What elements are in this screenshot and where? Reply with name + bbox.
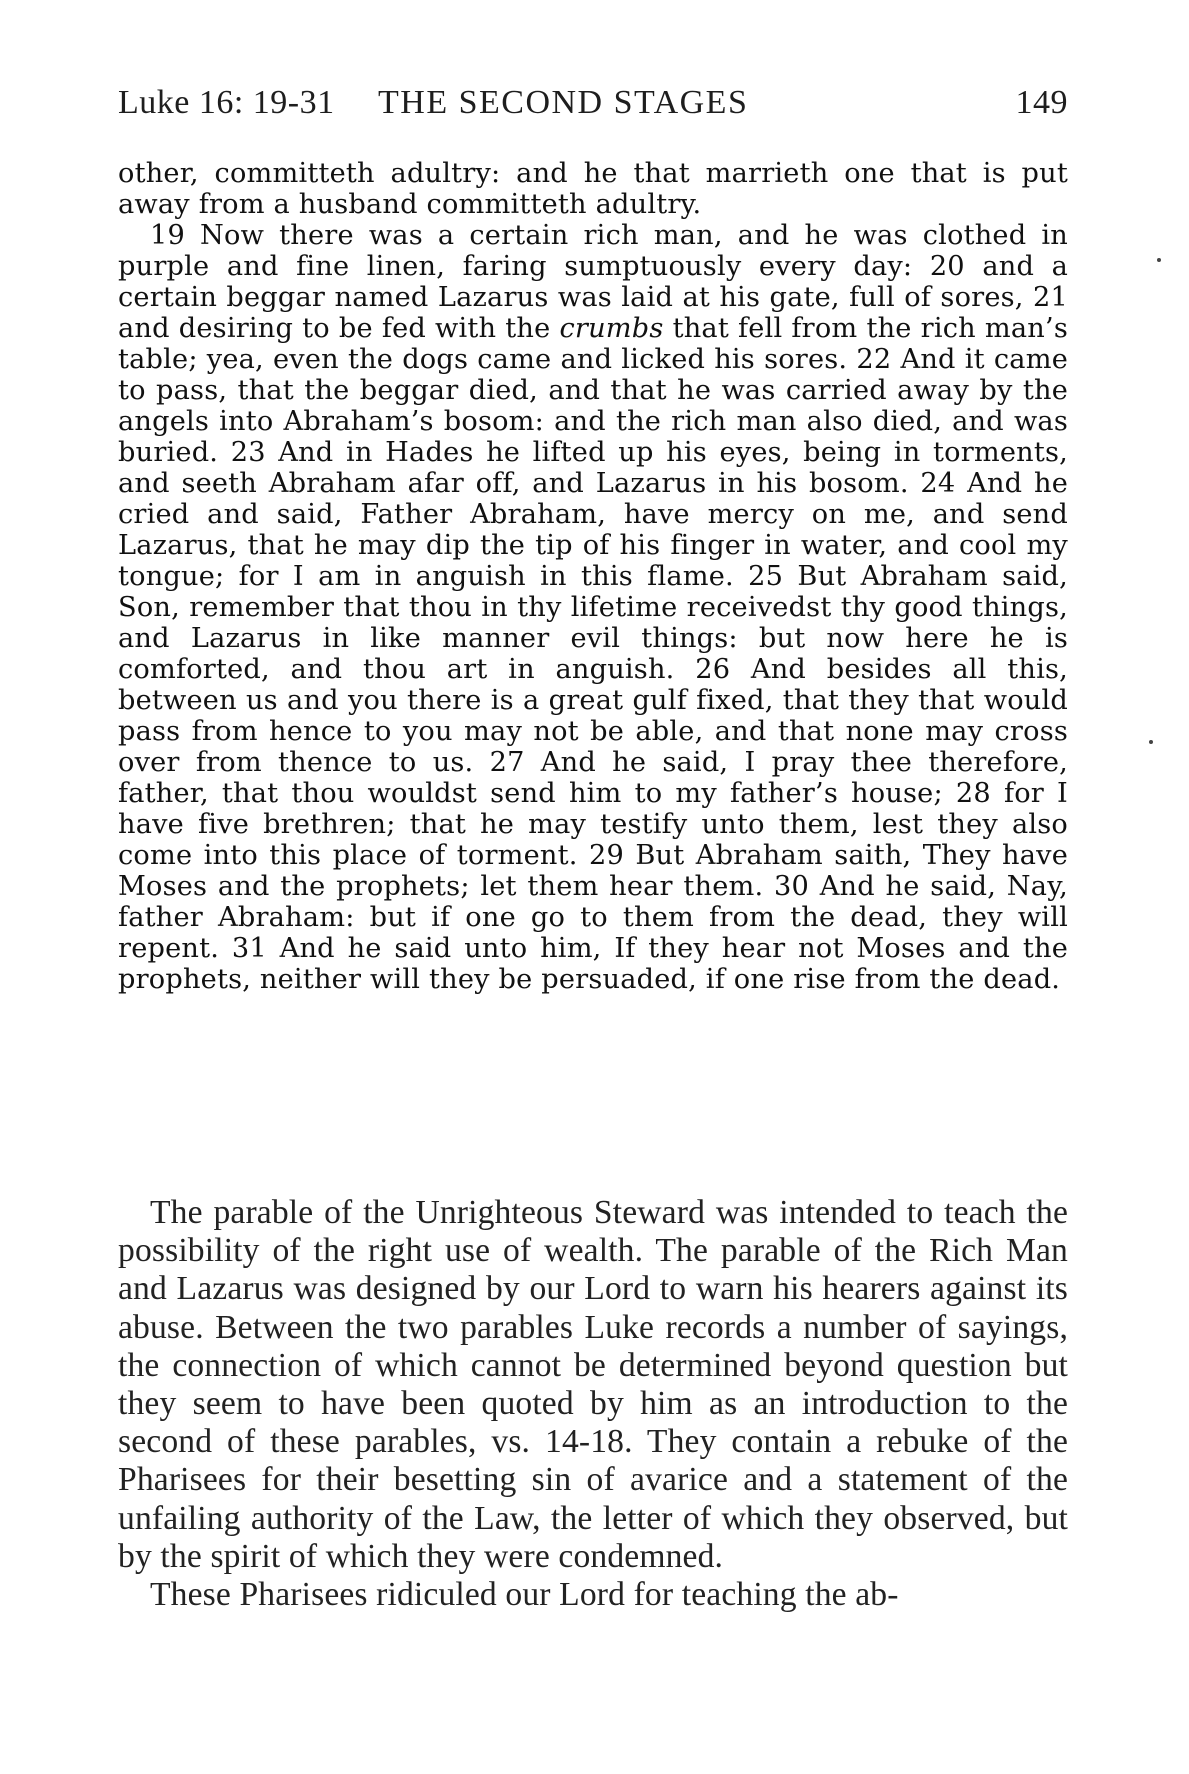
commentary-paragraph-2: These Pharisees ridiculed our Lord for teaching the ab- xyxy=(150,1576,899,1614)
commentary-paragraph-1: The parable of the Unrighteous Steward was intended to teach the possibility of the right use of wealth. The parable of the Rich Man and Lazarus was designed by our Lord to warn his hearers against its abuse. Between the two parables Luke records a number of sayings, the connection of which cannot be determined beyond question but they seem to have been quoted by him as an introduction to the second of these parables, vs. 14-18. They contain a rebuke of the Pharisees for their besetting sin of avarice and a statement of the unfailing authority of the Law, the letter of which they observed, but by the spirit of which they were condemned. xyxy=(118,1194,1068,1575)
running-head xyxy=(118,84,1068,128)
italic-word: crumbs xyxy=(559,313,664,344)
scripture-passage xyxy=(118,158,1068,995)
margin-speck xyxy=(1149,740,1153,744)
page-number: 149 xyxy=(1015,84,1068,121)
margin-speck xyxy=(1157,258,1161,262)
section-title: THE SECOND STAGES xyxy=(378,84,749,121)
verses-19-21-part: 19 Now there was a certain rich man, and he was clothed in purple and fine linen, faring sumptuously every day: 20 and a certain beggar named Lazarus was laid at his gate, full of sores, 21 and desiring to be fed with the xyxy=(118,220,1068,344)
scripture-continuation: other, committeth adultry: and he that marrieth one that is put away from a husband committeth adultry. xyxy=(118,158,1068,220)
scripture-verses xyxy=(118,220,1068,995)
chapter-reference: Luke 16: 19-31 xyxy=(118,84,335,121)
commentary xyxy=(118,1194,1068,1614)
verses-21-31-part: that fell from the rich man’s table; yea, even the dogs came and licked his sores. 22 And it came to pass, that the beggar died, and that he was carried away by the angels into Abraham’s bosom: and the rich man also died, and was buried. 23 And in Hades he lifted up his eyes, being in torments, and seeth Abraham afar off, and Lazarus in his bosom. 24 And he cried and said, Father Abraham, have mercy on me, and send Lazarus, that he may dip the tip of his finger in water, and cool my tongue; for I am in anguish in this flame. 25 But Abraham said, Son, remember that thou in thy lifetime receivedst thy good things, and Lazarus in like manner evil things: but now here he is comforted, and thou art in anguish. 26 And besides all this, between us and you there is a great gulf fixed, that they that would pass from hence to you may not be able, and that none may cross over from thence to us. 27 And he said, I pray thee therefore, father, that thou wouldst send him to my father’s house; 28 for I have five brethren; that he may testify unto them, lest they also come into this place of torment. 29 But Abraham saith, They have Moses and the prophets; let them hear them. 30 And he said, Nay, father Abraham: but if one go to them from the dead, they will repent. 31 And he said unto him, If they hear not Moses and the prophets, neither will they be persuaded, if one rise from the dead. xyxy=(118,313,1068,995)
